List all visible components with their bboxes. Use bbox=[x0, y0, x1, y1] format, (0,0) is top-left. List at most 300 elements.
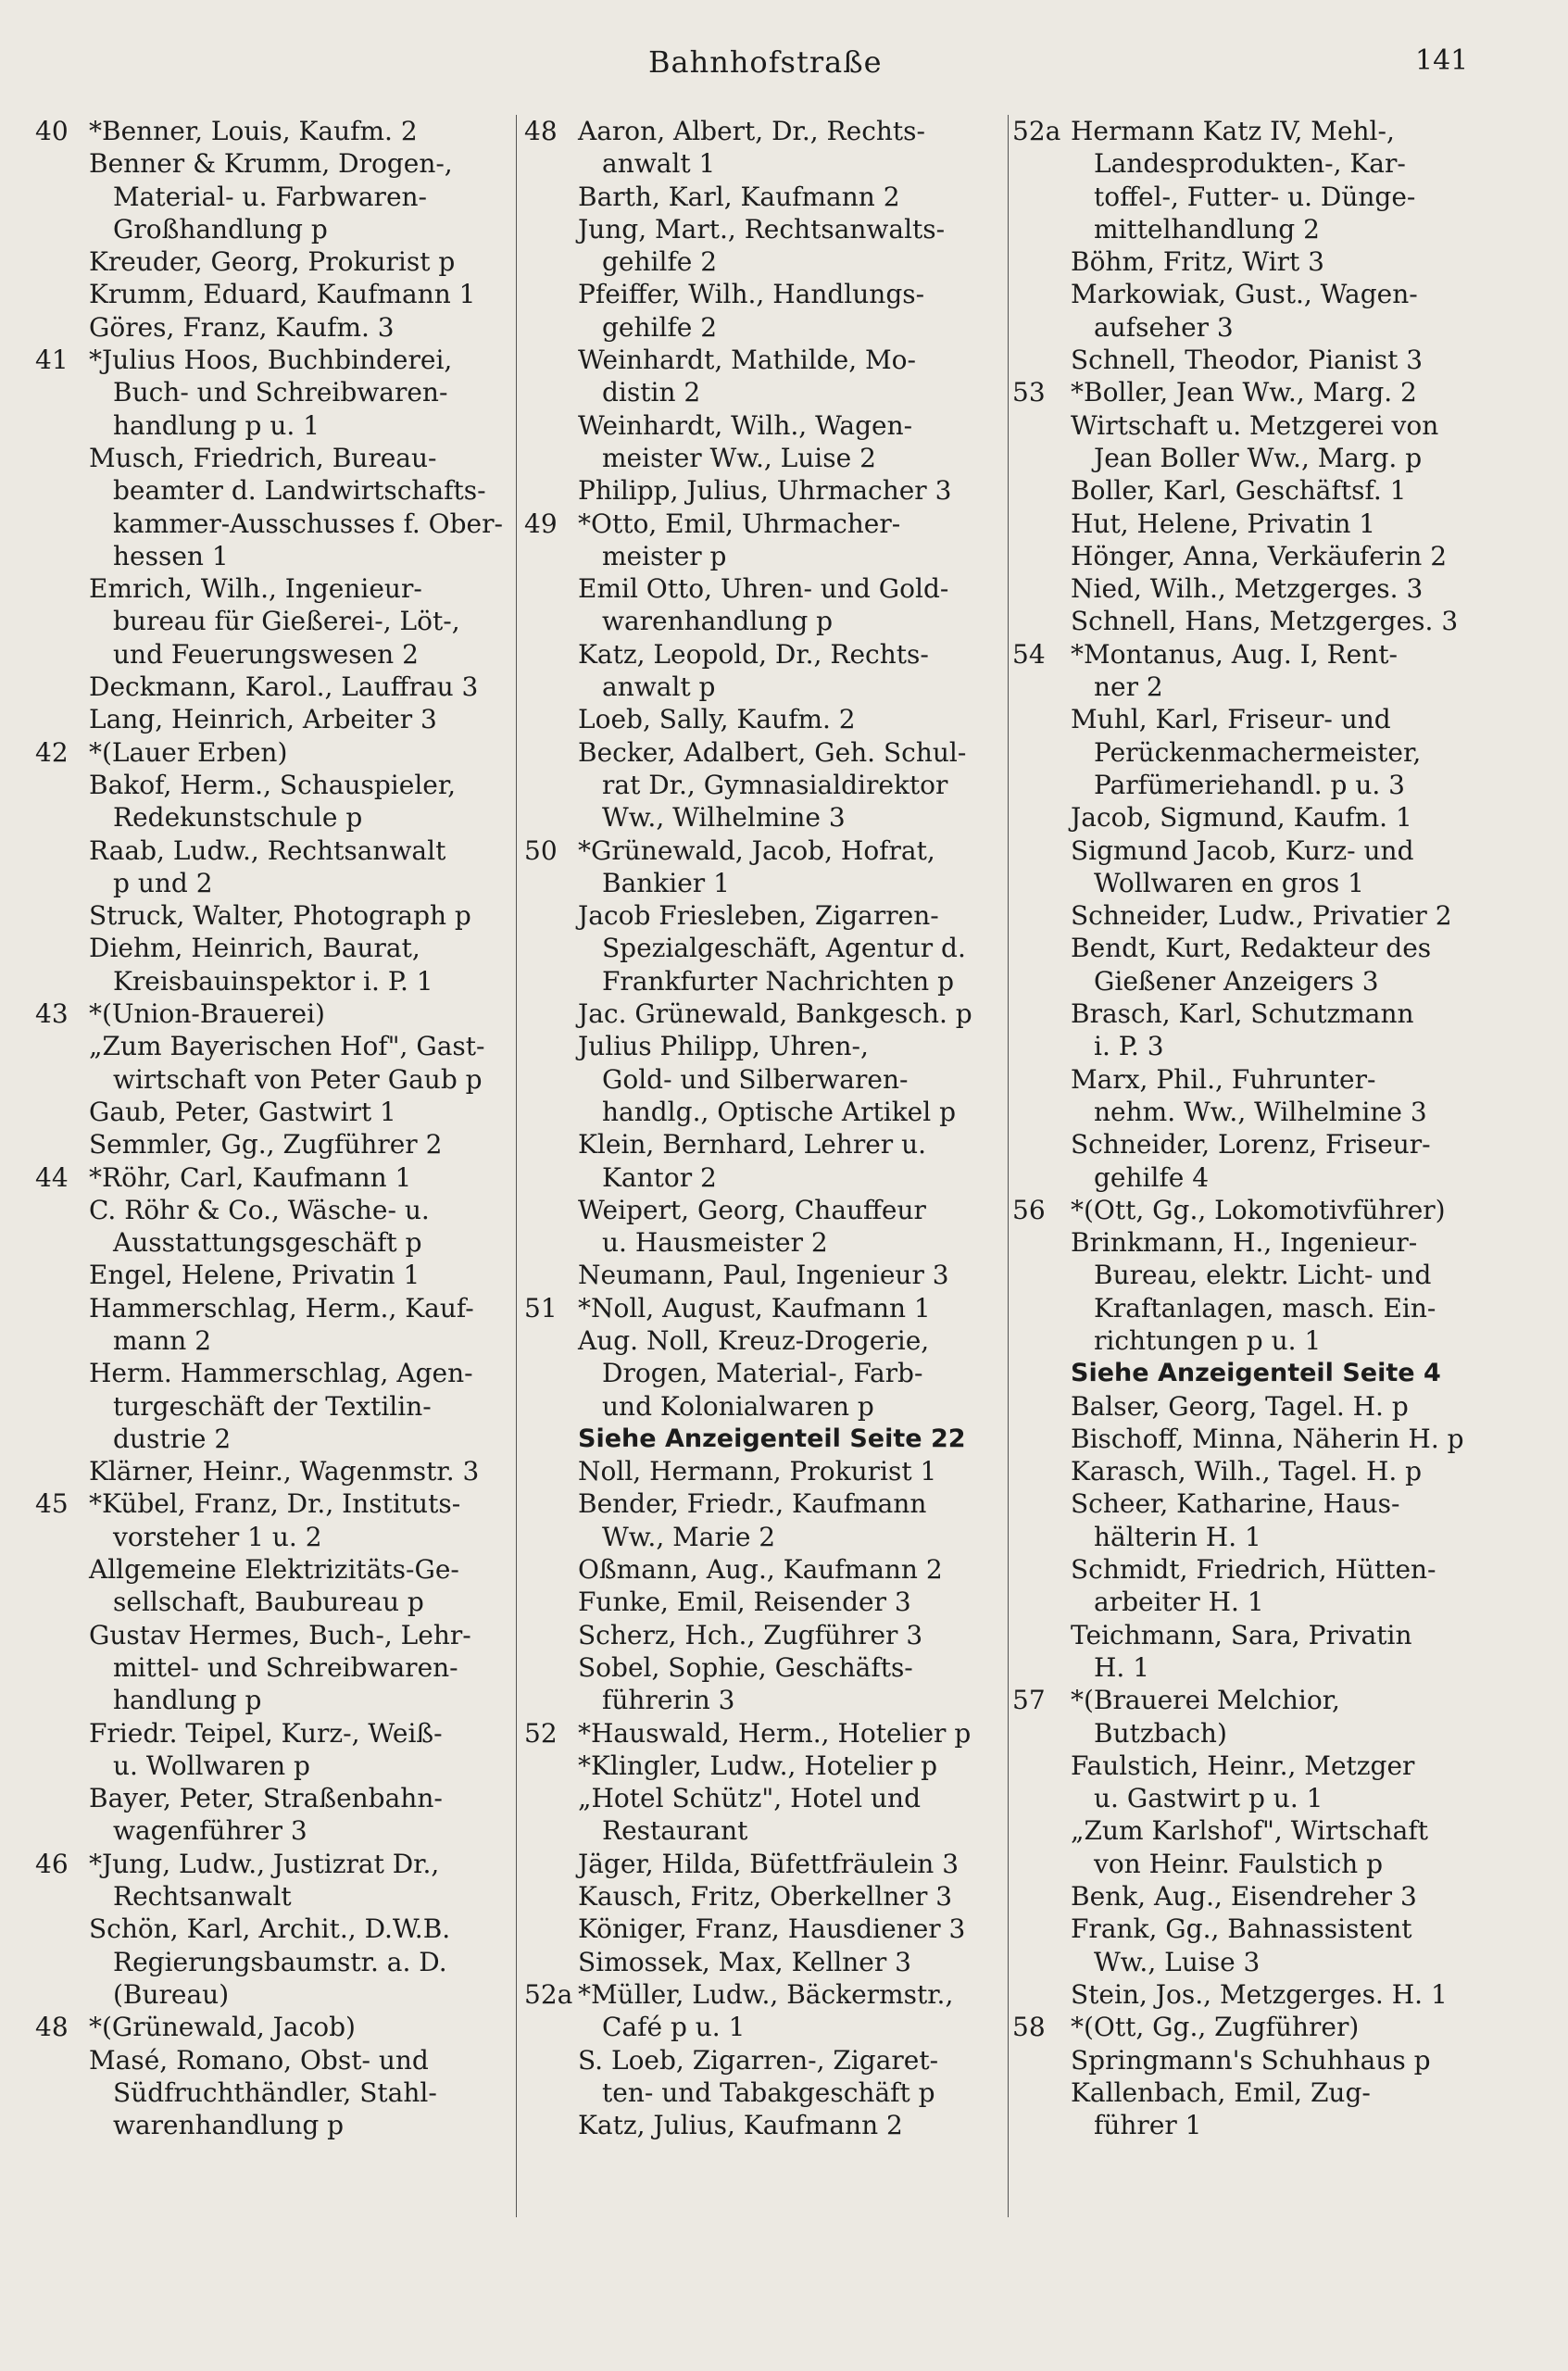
directory-line bbox=[524, 1814, 1002, 1847]
entry-text: Material- u. Farbwaren- bbox=[113, 181, 428, 212]
directory-line bbox=[524, 1455, 1002, 1487]
entry-text: *Hauswald, Herm., Hotelier p bbox=[578, 1717, 972, 1749]
entry-text: Neumann, Paul, Ingenieur 3 bbox=[578, 1260, 949, 1291]
directory-line bbox=[524, 1063, 1002, 1096]
directory-line bbox=[1012, 1913, 1531, 1945]
directory-line bbox=[524, 376, 1002, 408]
house-number: 42 bbox=[35, 736, 69, 768]
directory-line bbox=[35, 213, 509, 245]
entry-text: *Röhr, Carl, Kaufmann 1 bbox=[89, 1161, 412, 1193]
entry-text: Hut, Helene, Privatin 1 bbox=[1071, 508, 1376, 539]
directory-line bbox=[1012, 1717, 1531, 1750]
entry-text: anwalt 1 bbox=[602, 148, 716, 180]
directory-line bbox=[35, 2076, 509, 2109]
directory-line bbox=[35, 181, 509, 213]
entry-text: richtungen p u. 1 bbox=[1094, 1324, 1322, 1356]
entry-text: führerin 3 bbox=[602, 1685, 735, 1716]
entry-text: Schön, Karl, Archit., D.W.B. bbox=[89, 1913, 451, 1945]
directory-line bbox=[35, 1063, 509, 1096]
house-number: 52 bbox=[524, 1717, 558, 1749]
directory-line bbox=[35, 540, 509, 572]
entry-text: handlung p u. 1 bbox=[113, 409, 320, 441]
entry-text: Raab, Ludw., Rechtsanwalt bbox=[89, 834, 446, 866]
entry-text: Funke, Emil, Reisender 3 bbox=[578, 1587, 911, 1618]
directory-line bbox=[35, 1487, 509, 1520]
entry-text: *(Grünewald, Jacob) bbox=[89, 2012, 356, 2043]
directory-line bbox=[1012, 1978, 1531, 2011]
directory-line bbox=[524, 965, 1002, 997]
directory-line bbox=[35, 638, 509, 671]
directory-line bbox=[1012, 1455, 1531, 1487]
directory-line bbox=[35, 703, 509, 735]
entry-text: arbeiter H. 1 bbox=[1094, 1587, 1264, 1618]
entry-text: Parfümeriehandl. p u. 3 bbox=[1094, 769, 1405, 800]
directory-line bbox=[1012, 1814, 1531, 1847]
directory-line bbox=[1012, 638, 1531, 671]
directory-line bbox=[1012, 1423, 1531, 1455]
directory-line bbox=[524, 1292, 1002, 1324]
directory-line bbox=[524, 1357, 1002, 1389]
directory-line bbox=[1012, 801, 1531, 834]
entry-text: u. Hausmeister 2 bbox=[602, 1227, 828, 1259]
directory-line bbox=[524, 1226, 1002, 1259]
entry-text: *Montanus, Aug. I, Rent- bbox=[1071, 638, 1398, 670]
entry-text: *Kübel, Franz, Dr., Instituts- bbox=[89, 1488, 461, 1520]
directory-line bbox=[1012, 1030, 1531, 1062]
directory-line bbox=[35, 1096, 509, 1128]
entry-text: mittelhandlung 2 bbox=[1094, 213, 1320, 245]
directory-line bbox=[1012, 997, 1531, 1030]
directory-line bbox=[524, 540, 1002, 572]
entry-text: (Bureau) bbox=[113, 1978, 230, 2010]
directory-line bbox=[1012, 1063, 1531, 1096]
entry-text: Gustav Hermes, Buch-, Lehr- bbox=[89, 1619, 471, 1650]
entry-text: Ausstattungsgeschäft p bbox=[113, 1227, 422, 1259]
directory-line bbox=[1012, 769, 1531, 801]
entry-text: Jacob, Sigmund, Kaufm. 1 bbox=[1071, 802, 1412, 834]
entry-text: Kallenbach, Emil, Zug- bbox=[1071, 2076, 1371, 2108]
directory-column-1 bbox=[35, 115, 509, 2141]
entry-text: H. 1 bbox=[1094, 1651, 1150, 1683]
entry-text: Gaub, Peter, Gastwirt 1 bbox=[89, 1096, 396, 1127]
house-number: 48 bbox=[524, 116, 558, 146]
directory-line bbox=[524, 2109, 1002, 2141]
directory-line bbox=[35, 1946, 509, 1978]
entry-text: Klein, Bernhard, Lehrer u. bbox=[578, 1129, 927, 1160]
directory-line bbox=[35, 278, 509, 310]
directory-line bbox=[1012, 1128, 1531, 1160]
entry-text: *(Ott, Gg., Lokomotivführer) bbox=[1071, 1194, 1446, 1225]
directory-line bbox=[35, 344, 509, 376]
directory-line bbox=[35, 1978, 509, 2011]
entry-text: und Feuerungswesen 2 bbox=[113, 638, 419, 670]
directory-line bbox=[1012, 2076, 1531, 2109]
directory-line bbox=[524, 1259, 1002, 1291]
entry-text: Oßmann, Aug., Kaufmann 2 bbox=[578, 1554, 943, 1586]
directory-line bbox=[35, 965, 509, 997]
entry-text: Becker, Adalbert, Geh. Schul- bbox=[578, 736, 967, 768]
entry-text: Hermann Katz IV, Mehl-, bbox=[1071, 116, 1395, 146]
entry-text: Emil Otto, Uhren- und Gold- bbox=[578, 573, 949, 605]
entry-text: Springmann's Schuhhaus p bbox=[1071, 2044, 1431, 2076]
directory-line bbox=[524, 932, 1002, 964]
directory-line bbox=[1012, 1684, 1531, 1716]
entry-text: Bischoff, Minna, Näherin H. p bbox=[1071, 1423, 1464, 1454]
entry-text: bureau für Gießerei-, Löt-, bbox=[113, 606, 460, 637]
directory-line bbox=[35, 1161, 509, 1194]
directory-line bbox=[1012, 1357, 1531, 1389]
directory-line bbox=[35, 2011, 509, 2043]
entry-text: Bender, Friedr., Kaufmann bbox=[578, 1488, 927, 1520]
directory-line bbox=[35, 1553, 509, 1586]
directory-line bbox=[1012, 2109, 1531, 2141]
entry-text: toffel-, Futter- u. Dünge- bbox=[1094, 181, 1416, 212]
entry-text: Bayer, Peter, Straßenbahn- bbox=[89, 1783, 443, 1814]
entry-text: Frank, Gg., Bahnassistent bbox=[1071, 1913, 1412, 1945]
entry-text: Simossek, Max, Kellner 3 bbox=[578, 1946, 911, 1977]
directory-line bbox=[524, 1161, 1002, 1194]
entry-text: von Heinr. Faulstich p bbox=[1094, 1848, 1384, 1879]
entry-text: führer 1 bbox=[1094, 2110, 1202, 2141]
entry-text: *Grünewald, Jacob, Hofrat, bbox=[578, 834, 935, 866]
entry-text: aufseher 3 bbox=[1094, 311, 1234, 343]
house-number: 56 bbox=[1012, 1194, 1046, 1225]
entry-text: Restaurant bbox=[602, 1815, 748, 1847]
house-number: 58 bbox=[1012, 2012, 1046, 2043]
entry-text: gehilfe 4 bbox=[1094, 1161, 1210, 1193]
directory-line bbox=[1012, 1553, 1531, 1586]
directory-column-2 bbox=[524, 115, 1002, 2141]
directory-line bbox=[524, 1619, 1002, 1651]
entry-text: Schnell, Theodor, Pianist 3 bbox=[1071, 345, 1424, 376]
directory-line bbox=[1012, 442, 1531, 474]
entry-text: Weinhardt, Mathilde, Mo- bbox=[578, 345, 916, 376]
directory-line bbox=[524, 671, 1002, 703]
entry-text: *(Brauerei Melchior, bbox=[1071, 1685, 1340, 1716]
directory-line bbox=[35, 2044, 509, 2076]
directory-line bbox=[1012, 181, 1531, 213]
entry-text: Ww., Wilhelmine 3 bbox=[602, 802, 846, 834]
entry-text: mittel- und Schreibwaren- bbox=[113, 1651, 458, 1683]
directory-line bbox=[524, 1684, 1002, 1716]
directory-line bbox=[35, 508, 509, 540]
directory-line bbox=[35, 932, 509, 964]
directory-line bbox=[524, 409, 1002, 442]
entry-text: p und 2 bbox=[113, 867, 213, 898]
directory-line bbox=[1012, 605, 1531, 637]
directory-line bbox=[1012, 1880, 1531, 1913]
entry-text: *Julius Hoos, Buchbinderei, bbox=[89, 345, 453, 376]
directory-line bbox=[35, 409, 509, 442]
directory-line bbox=[1012, 1096, 1531, 1128]
directory-line bbox=[1012, 508, 1531, 540]
directory-line bbox=[1012, 867, 1531, 899]
entry-text: Schneider, Lorenz, Friseur- bbox=[1071, 1129, 1431, 1160]
directory-line bbox=[1012, 1161, 1531, 1194]
directory-line bbox=[1012, 671, 1531, 703]
entry-text: Großhandlung p bbox=[113, 213, 328, 245]
directory-line bbox=[35, 1521, 509, 1553]
directory-line bbox=[524, 1978, 1002, 2011]
directory-line bbox=[524, 278, 1002, 310]
entry-text: Bureau, elektr. Licht- und bbox=[1094, 1260, 1432, 1291]
directory-line bbox=[524, 311, 1002, 344]
directory-line bbox=[35, 769, 509, 801]
entry-text: Bakof, Herm., Schauspieler, bbox=[89, 769, 457, 800]
entry-text: Jean Boller Ww., Marg. p bbox=[1094, 442, 1423, 473]
entry-text: Katz, Julius, Kaufmann 2 bbox=[578, 2110, 903, 2141]
entry-text: Drogen, Material-, Farb- bbox=[602, 1358, 923, 1389]
entry-text: Göres, Franz, Kaufm. 3 bbox=[89, 311, 395, 343]
directory-line bbox=[35, 1423, 509, 1455]
directory-line bbox=[1012, 1848, 1531, 1880]
entry-text: Frankfurter Nachrichten p bbox=[602, 965, 955, 997]
entry-text: Kraftanlagen, masch. Ein- bbox=[1094, 1292, 1436, 1323]
entry-text: Gold- und Silberwaren- bbox=[602, 1063, 909, 1095]
house-number: 46 bbox=[35, 1848, 69, 1879]
entry-text: Buch- und Schreibwaren- bbox=[113, 377, 448, 408]
directory-line bbox=[1012, 703, 1531, 735]
directory-line bbox=[524, 1487, 1002, 1520]
entry-text: Südfruchthändler, Stahl- bbox=[113, 2076, 437, 2108]
directory-line bbox=[1012, 213, 1531, 245]
directory-line bbox=[524, 1880, 1002, 1913]
entry-text: u. Gastwirt p u. 1 bbox=[1094, 1783, 1323, 1814]
directory-line bbox=[35, 1390, 509, 1423]
directory-line bbox=[35, 474, 509, 507]
entry-text: Sigmund Jacob, Kurz- und bbox=[1071, 834, 1414, 866]
house-number: 50 bbox=[524, 834, 558, 866]
entry-text: Bendt, Kurt, Redakteur des bbox=[1071, 933, 1432, 964]
entry-text: Klärner, Heinr., Wagenmstr. 3 bbox=[89, 1456, 480, 1487]
entry-text: wagenführer 3 bbox=[113, 1815, 307, 1847]
entry-text: und Kolonialwaren p bbox=[602, 1390, 874, 1422]
entry-text: gehilfe 2 bbox=[602, 311, 718, 343]
advertisement-reference: Siehe Anzeigenteil Seite 4 bbox=[1071, 1359, 1441, 1388]
house-number: 41 bbox=[35, 345, 69, 376]
directory-line bbox=[35, 736, 509, 769]
directory-line bbox=[35, 376, 509, 408]
directory-line bbox=[35, 1586, 509, 1618]
directory-line bbox=[35, 671, 509, 703]
directory-line bbox=[524, 344, 1002, 376]
entry-text: Faulstich, Heinr., Metzger bbox=[1071, 1750, 1415, 1781]
entry-text: Diehm, Heinrich, Baurat, bbox=[89, 933, 420, 964]
entry-text: Kreisbauinspektor i. P. 1 bbox=[113, 965, 433, 997]
entry-text: Ww., Luise 3 bbox=[1094, 1946, 1261, 1977]
directory-line bbox=[35, 1357, 509, 1389]
directory-line bbox=[524, 605, 1002, 637]
entry-text: Deckmann, Karol., Lauffrau 3 bbox=[89, 671, 479, 703]
directory-column-3 bbox=[1012, 115, 1531, 2141]
directory-line bbox=[1012, 1292, 1531, 1324]
entry-text: Philipp, Julius, Uhrmacher 3 bbox=[578, 475, 952, 507]
directory-line bbox=[35, 1684, 509, 1716]
entry-text: Masé, Romano, Obst- und bbox=[89, 2044, 429, 2076]
entry-text: Krumm, Eduard, Kaufmann 1 bbox=[89, 279, 476, 310]
directory-line bbox=[1012, 540, 1531, 572]
house-number: 45 bbox=[35, 1488, 69, 1520]
directory-line bbox=[524, 1848, 1002, 1880]
house-number: 54 bbox=[1012, 638, 1046, 670]
entry-text: Perückenmachermeister, bbox=[1094, 736, 1422, 768]
entry-text: *Noll, August, Kaufmann 1 bbox=[578, 1292, 931, 1323]
directory-line bbox=[35, 1750, 509, 1782]
directory-line bbox=[1012, 736, 1531, 769]
house-number: 51 bbox=[524, 1292, 558, 1323]
directory-line bbox=[35, 2109, 509, 2141]
directory-line bbox=[524, 638, 1002, 671]
entry-text: S. Loeb, Zigarren-, Zigaret- bbox=[578, 2044, 939, 2076]
directory-line bbox=[524, 899, 1002, 932]
entry-text: u. Wollwaren p bbox=[113, 1750, 310, 1781]
entry-text: C. Röhr & Co., Wäsche- u. bbox=[89, 1194, 430, 1225]
directory-line bbox=[524, 1553, 1002, 1586]
house-number: 57 bbox=[1012, 1685, 1046, 1716]
directory-line bbox=[524, 508, 1002, 540]
entry-text: Jung, Mart., Rechtsanwalts- bbox=[578, 213, 946, 245]
entry-text: Butzbach) bbox=[1094, 1717, 1227, 1749]
directory-line bbox=[35, 115, 509, 147]
directory-line bbox=[35, 1717, 509, 1750]
entry-text: Benk, Aug., Eisendreher 3 bbox=[1071, 1881, 1417, 1913]
entry-text: Benner & Krumm, Drogen-, bbox=[89, 148, 453, 180]
directory-line bbox=[1012, 115, 1531, 147]
directory-line bbox=[524, 1586, 1002, 1618]
directory-line bbox=[1012, 474, 1531, 507]
directory-line bbox=[1012, 1521, 1531, 1553]
entry-text: handlung p bbox=[113, 1685, 262, 1716]
entry-text: Regierungsbaumstr. a. D. bbox=[113, 1946, 447, 1977]
entry-text: warenhandlung p bbox=[602, 606, 834, 637]
house-number: 44 bbox=[35, 1161, 69, 1193]
entry-text: *Klingler, Ludw., Hotelier p bbox=[578, 1750, 938, 1781]
directory-line bbox=[35, 442, 509, 474]
directory-line bbox=[524, 1030, 1002, 1062]
directory-line bbox=[524, 572, 1002, 605]
entry-text: Brinkmann, H., Ingenieur- bbox=[1071, 1227, 1418, 1259]
directory-line bbox=[1012, 1946, 1531, 1978]
directory-line bbox=[524, 1390, 1002, 1423]
directory-line bbox=[524, 115, 1002, 147]
entry-text: distin 2 bbox=[602, 377, 701, 408]
entry-text: *Jung, Ludw., Justizrat Dr., bbox=[89, 1848, 440, 1879]
entry-text: *Otto, Emil, Uhrmacher- bbox=[578, 508, 901, 539]
directory-line bbox=[524, 442, 1002, 474]
entry-text: Aaron, Albert, Dr., Rechts- bbox=[578, 116, 926, 146]
entry-text: Hönger, Anna, Verkäuferin 2 bbox=[1071, 540, 1448, 571]
entry-text: Engel, Helene, Privatin 1 bbox=[89, 1260, 420, 1291]
directory-line bbox=[524, 1913, 1002, 1945]
directory-line bbox=[1012, 278, 1531, 310]
entry-text: Wollwaren en gros 1 bbox=[1094, 867, 1364, 898]
page-header bbox=[0, 44, 1568, 91]
directory-line bbox=[524, 1096, 1002, 1128]
entry-text: Emrich, Wilh., Ingenieur- bbox=[89, 573, 422, 605]
directory-line bbox=[35, 1030, 509, 1062]
entry-text: rat Dr., Gymnasialdirektor bbox=[602, 769, 948, 800]
directory-line bbox=[524, 1324, 1002, 1357]
directory-line bbox=[35, 1880, 509, 1913]
entry-text: Weipert, Georg, Chauffeur bbox=[578, 1194, 926, 1225]
directory-line bbox=[524, 1750, 1002, 1782]
entry-text: Muhl, Karl, Friseur- und bbox=[1071, 704, 1391, 735]
directory-line bbox=[35, 1226, 509, 1259]
entry-text: „Hotel Schütz", Hotel und bbox=[578, 1783, 922, 1814]
directory-line bbox=[1012, 1194, 1531, 1226]
entry-text: hälterin H. 1 bbox=[1094, 1521, 1261, 1552]
directory-line bbox=[1012, 1487, 1531, 1520]
directory-line bbox=[1012, 245, 1531, 278]
entry-text: Noll, Hermann, Prokurist 1 bbox=[578, 1456, 937, 1487]
directory-line bbox=[524, 834, 1002, 867]
entry-text: Rechtsanwalt bbox=[113, 1881, 292, 1913]
directory-line bbox=[35, 1259, 509, 1291]
entry-text: mann 2 bbox=[113, 1324, 212, 1356]
entry-text: ner 2 bbox=[1094, 671, 1163, 703]
entry-text: Stein, Jos., Metzgerges. H. 1 bbox=[1071, 1978, 1448, 2010]
entry-text: Teichmann, Sara, Privatin bbox=[1071, 1619, 1412, 1650]
street-title: Bahnhofstraße bbox=[648, 44, 883, 80]
entry-text: nehm. Ww., Wilhelmine 3 bbox=[1094, 1096, 1427, 1127]
entry-text: *Boller, Jean Ww., Marg. 2 bbox=[1071, 377, 1417, 408]
entry-text: *(Lauer Erben) bbox=[89, 736, 288, 768]
directory-line bbox=[524, 1717, 1002, 1750]
house-number: 49 bbox=[524, 508, 558, 539]
entry-text: „Zum Bayerischen Hof", Gast- bbox=[89, 1031, 485, 1062]
directory-line bbox=[524, 1946, 1002, 1978]
directory-line bbox=[35, 572, 509, 605]
directory-line bbox=[35, 311, 509, 344]
directory-line bbox=[35, 1128, 509, 1160]
directory-line bbox=[524, 1521, 1002, 1553]
entry-text: Jac. Grünewald, Bankgesch. p bbox=[578, 998, 972, 1030]
entry-text: meister Ww., Luise 2 bbox=[602, 442, 876, 473]
entry-text: *Benner, Louis, Kaufm. 2 bbox=[89, 116, 418, 146]
directory-line bbox=[1012, 409, 1531, 442]
entry-text: Struck, Walter, Photograph p bbox=[89, 900, 471, 932]
entry-text: warenhandlung p bbox=[113, 2110, 345, 2141]
entry-text: Landesprodukten-, Kar- bbox=[1094, 148, 1406, 180]
entry-text: meister p bbox=[602, 540, 727, 571]
directory-line bbox=[35, 801, 509, 834]
entry-text: Lang, Heinrich, Arbeiter 3 bbox=[89, 704, 437, 735]
entry-text: Balser, Georg, Tagel. H. p bbox=[1071, 1390, 1409, 1422]
directory-line bbox=[1012, 1750, 1531, 1782]
entry-text: *(Union-Brauerei) bbox=[89, 998, 325, 1030]
directory-line bbox=[524, 1194, 1002, 1226]
directory-line bbox=[35, 245, 509, 278]
directory-line bbox=[524, 2076, 1002, 2109]
directory-line bbox=[524, 1128, 1002, 1160]
entry-text: beamter d. Landwirtschafts- bbox=[113, 475, 486, 507]
page-number: 141 bbox=[1415, 44, 1469, 77]
directory-line bbox=[35, 834, 509, 867]
directory-line bbox=[35, 1651, 509, 1684]
directory-line bbox=[1012, 1390, 1531, 1423]
directory-line bbox=[35, 1782, 509, 1814]
directory-line bbox=[524, 213, 1002, 245]
entry-text: Aug. Noll, Kreuz-Drogerie, bbox=[578, 1324, 930, 1356]
directory-line bbox=[524, 703, 1002, 735]
entry-text: Königer, Franz, Hausdiener 3 bbox=[578, 1913, 966, 1945]
directory-line bbox=[1012, 1259, 1531, 1291]
entry-text: Jacob Friesleben, Zigarren- bbox=[578, 900, 939, 932]
entry-text: Kausch, Fritz, Oberkellner 3 bbox=[578, 1881, 953, 1913]
directory-line bbox=[524, 769, 1002, 801]
entry-text: Julius Philipp, Uhren-, bbox=[578, 1031, 869, 1062]
directory-line bbox=[35, 1292, 509, 1324]
